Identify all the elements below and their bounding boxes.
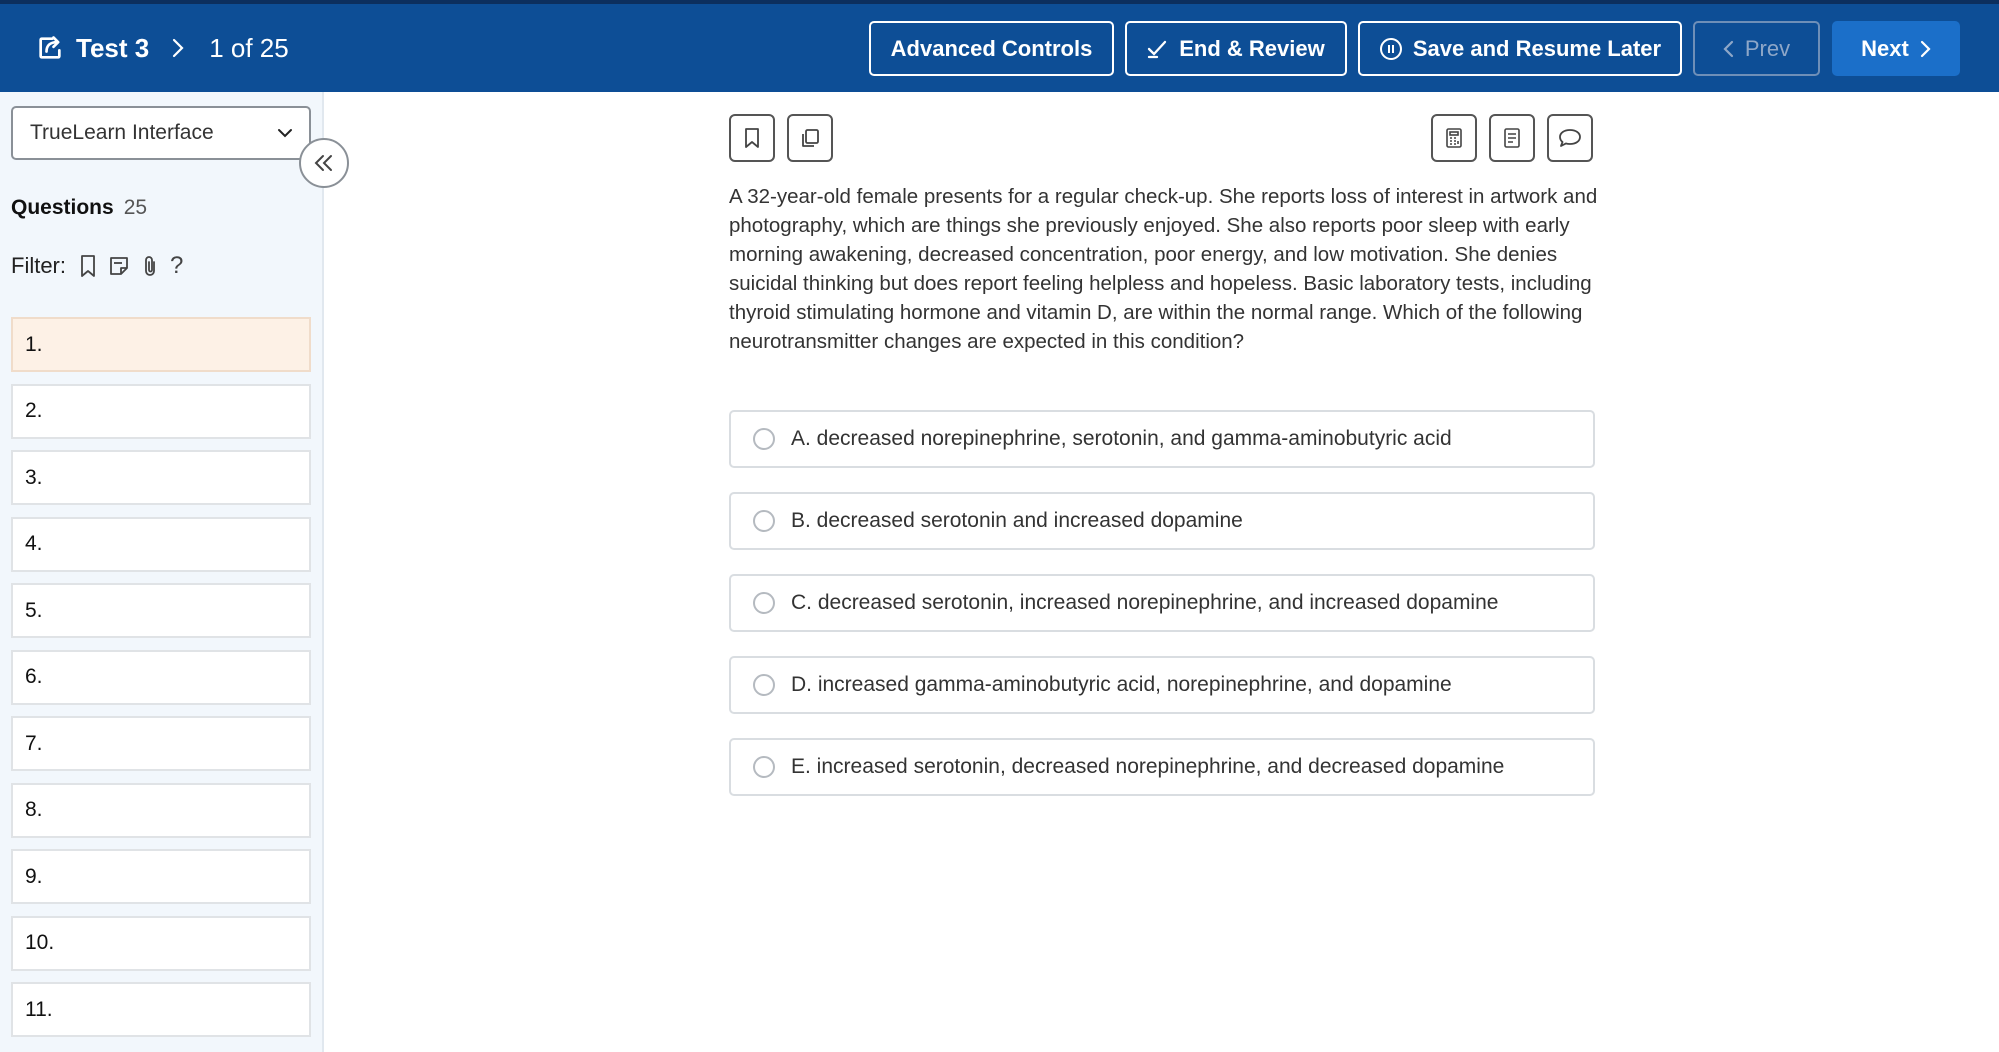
copy-icon <box>799 127 821 149</box>
chevron-right-icon <box>171 37 185 59</box>
test-title: Test 3 <box>76 32 150 63</box>
question-list-item[interactable]: 1. <box>11 317 311 372</box>
bookmark-icon <box>743 127 761 149</box>
question-sidebar <box>0 92 324 1052</box>
question-list-item[interactable]: 11. <box>11 982 311 1037</box>
bookmark-button[interactable] <box>729 114 775 162</box>
interface-select-value: TrueLearn Interface <box>30 121 214 144</box>
radio-button[interactable] <box>753 510 775 532</box>
chevron-left-icon <box>1723 39 1735 59</box>
prev-label: Prev <box>1744 35 1791 61</box>
chevron-down-icon <box>277 128 293 138</box>
question-list <box>11 317 311 1049</box>
questions-count <box>11 196 147 220</box>
radio-button[interactable] <box>753 592 775 614</box>
answer-option-label: A. decreased norepinephrine, serotonin, and gamma-aminobutyric acid <box>791 427 1452 450</box>
comment-button[interactable] <box>1547 114 1593 162</box>
bookmark-filter-icon[interactable] <box>78 254 98 278</box>
question-list-item[interactable]: 6. <box>11 650 311 705</box>
questions-label: Questions <box>11 196 114 219</box>
radio-button[interactable] <box>753 674 775 696</box>
top-navigation-bar <box>0 4 1999 92</box>
next-label: Next <box>1861 35 1909 61</box>
question-list-item[interactable]: 10. <box>11 916 311 971</box>
checkmark-icon <box>1147 39 1169 59</box>
prev-button[interactable] <box>1693 21 1820 76</box>
collapse-sidebar-button[interactable] <box>299 138 349 188</box>
question-list-item[interactable]: 9. <box>11 849 311 904</box>
question-list-item[interactable]: 4. <box>11 517 311 572</box>
radio-button[interactable] <box>753 428 775 450</box>
question-stem: A 32-year-old female presents for a regular check-up. She reports loss of interest in artwork and photography, which are things she previously enjoyed. She also reports poor sleep with early morning awakening, decreased concentration, poor energy, and low motivation. She denies suicidal thinking but does report feeling helpless and hopeless. Basic laboratory tests, including thyroid stimulating hormone and vitamin D, are within the normal range. Which of the following neurotransmitter changes are expected in this condition? <box>729 185 1598 353</box>
test-breadcrumb <box>36 4 289 92</box>
comment-icon <box>1557 127 1583 149</box>
end-review-label: End & Review <box>1179 35 1325 61</box>
save-resume-label: Save and Resume Later <box>1412 35 1662 61</box>
answer-option[interactable] <box>729 410 1595 468</box>
questions-number: 25 <box>123 196 148 219</box>
exit-test-icon[interactable] <box>36 34 64 62</box>
end-review-button[interactable] <box>1125 21 1347 76</box>
answer-option[interactable] <box>729 574 1595 632</box>
answer-option[interactable] <box>729 656 1595 714</box>
filter-bar <box>11 252 193 280</box>
question-panel <box>324 92 1999 1052</box>
filter-label: Filter: <box>11 253 66 278</box>
double-chevron-left-icon <box>313 154 335 172</box>
advanced-controls-button[interactable] <box>869 21 1114 76</box>
save-resume-button[interactable] <box>1358 21 1682 76</box>
calculator-icon <box>1445 127 1463 149</box>
answer-option-label: D. increased gamma-aminobutyric acid, norepinephrine, and dopamine <box>791 673 1452 696</box>
help-filter-icon[interactable]: ? <box>170 252 184 279</box>
advanced-controls-label: Advanced Controls <box>890 35 1093 61</box>
notes-button[interactable] <box>1489 114 1535 162</box>
pause-icon <box>1379 37 1403 61</box>
answer-option-label: C. decreased serotonin, increased norepinephrine, and increased dopamine <box>791 591 1499 614</box>
copy-button[interactable] <box>787 114 833 162</box>
answer-option[interactable] <box>729 738 1595 796</box>
calculator-button[interactable] <box>1431 114 1477 162</box>
notes-icon <box>1503 127 1521 149</box>
attachment-filter-icon[interactable] <box>140 254 160 278</box>
question-list-item[interactable]: 7. <box>11 716 311 771</box>
question-progress: 1 of 25 <box>209 32 289 63</box>
answer-option-label: E. increased serotonin, decreased norepinephrine, and decreased dopamine <box>791 755 1505 778</box>
note-filter-icon[interactable] <box>108 255 130 277</box>
question-list-item[interactable]: 8. <box>11 783 311 838</box>
answer-option[interactable] <box>729 492 1595 550</box>
chevron-right-icon <box>1919 39 1931 59</box>
answer-option-label: B. decreased serotonin and increased dopamine <box>791 509 1243 532</box>
next-button[interactable] <box>1832 21 1960 76</box>
question-list-item[interactable]: 2. <box>11 384 311 439</box>
question-list-item[interactable]: 5. <box>11 583 311 638</box>
interface-select[interactable] <box>11 106 311 160</box>
radio-button[interactable] <box>753 756 775 778</box>
question-list-item[interactable]: 3. <box>11 450 311 505</box>
